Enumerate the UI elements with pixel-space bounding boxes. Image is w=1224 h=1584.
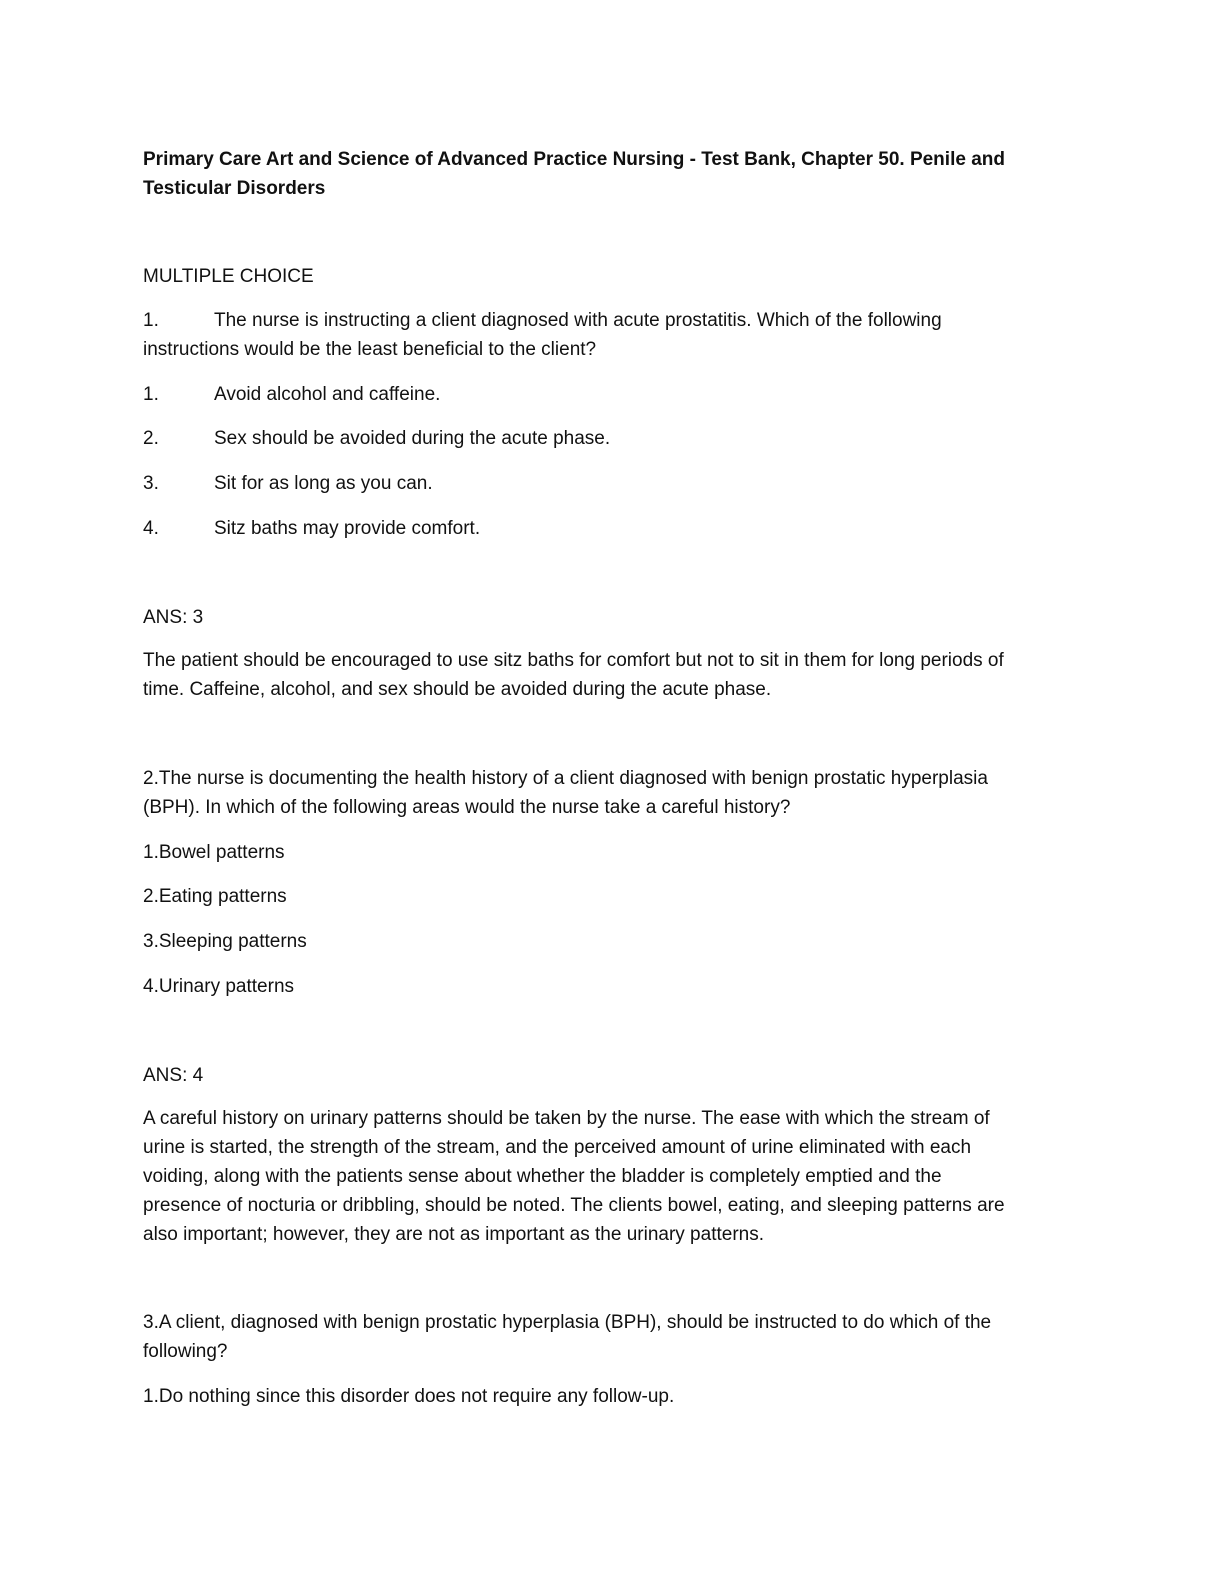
question-2-answer: ANS: 4 <box>143 1065 204 1086</box>
question-2-option-4: 4.Urinary patterns <box>143 976 295 997</box>
question-1-stem-line-1: The nurse is instructing a client diagnosed with acute prostatitis. Which of the following <box>214 310 942 331</box>
question-2-stem: 2.The nurse is documenting the health history of a client diagnosed with benign prostatic hyperplasia (BPH). In which of the following areas would the nurse take a careful history? <box>143 768 988 818</box>
question-1-number: 1. <box>143 310 159 331</box>
question-3-stem: 3.A client, diagnosed with benign prostatic hyperplasia (BPH), should be instructed to do which of the following? <box>143 1312 992 1362</box>
title-line-2: Testicular Disorders <box>143 178 326 199</box>
question-3-option-1: 1.Do nothing since this disorder does not require any follow-up. <box>143 1386 675 1407</box>
question-1-option-3: 3. Sit for as long as you can. <box>143 473 433 494</box>
question-1-option-4: 4. Sitz baths may provide comfort. <box>143 518 481 539</box>
title-line-1: Primary Care Art and Science of Advanced Practice Nursing - Test Bank, Chapter 50. Penile and <box>143 149 1005 170</box>
question-2-option-2: 2.Eating patterns <box>143 886 287 907</box>
question-1-rationale: The patient should be encouraged to use sitz baths for comfort but not to sit in them for long periods of time. Caffeine, alcohol, and sex should be avoided during the acute phase. <box>143 650 1004 700</box>
question-1-stem <box>143 306 942 364</box>
document-title <box>143 145 1005 203</box>
section-heading: MULTIPLE CHOICE <box>143 266 314 287</box>
question-1-answer: ANS: 3 <box>143 607 204 628</box>
question-1-stem-line-2: instructions would be the least beneficial to the client? <box>143 339 597 360</box>
question-2-option-1: 1.Bowel patterns <box>143 842 285 863</box>
question-2-rationale: A careful history on urinary patterns should be taken by the nurse. The ease with which the stream of urine is started, the strength of the stream, and the perceived amount of urine eliminated with each voiding, along with the patients sense about whether the bladder is completely emptied and the presence of nocturia or dribbling, should be noted. The clients bowel, eating, and sleeping patterns are also important; however, they are not as important as the urinary patterns. <box>143 1108 1005 1245</box>
question-2-option-3: 3.Sleeping patterns <box>143 931 307 952</box>
question-1-option-1: 1. Avoid alcohol and caffeine. <box>143 384 441 405</box>
question-1-option-2: 2. Sex should be avoided during the acute phase. <box>143 428 611 449</box>
